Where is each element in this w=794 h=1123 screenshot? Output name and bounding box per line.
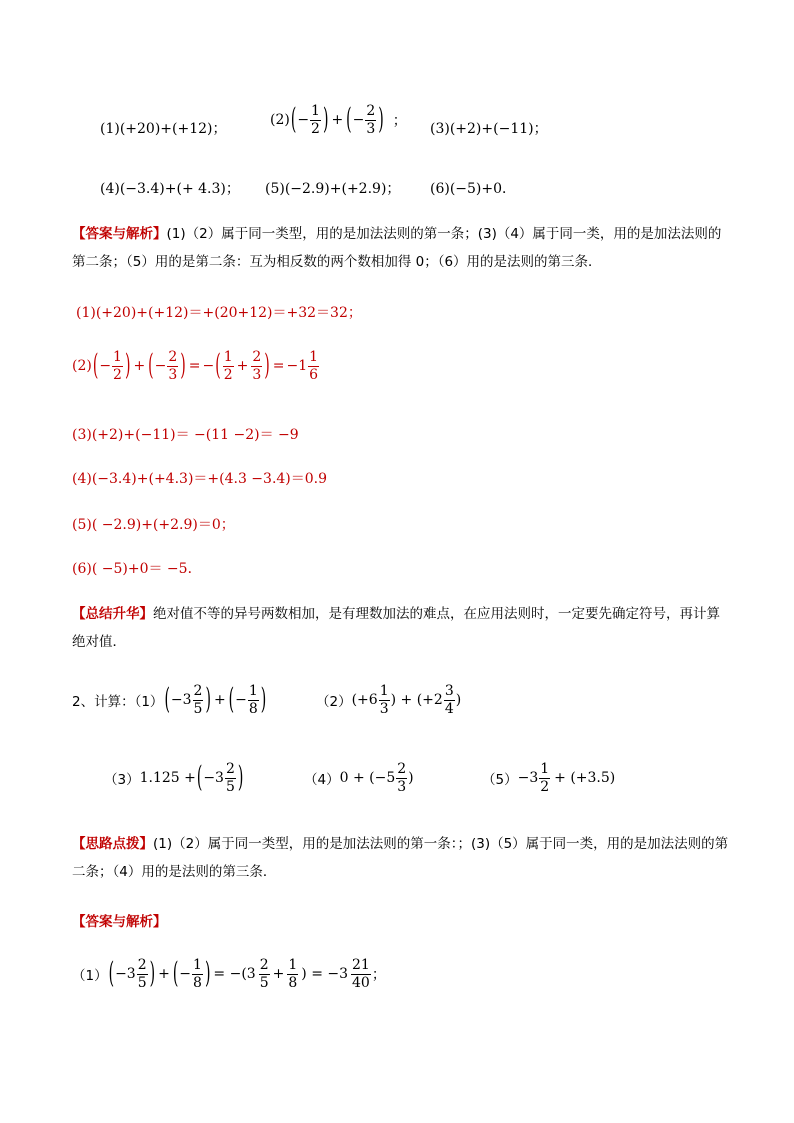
answer-2-tag: 【答案与解析】 [72,914,167,930]
paren-open: ( [92,349,99,383]
item-label: （5） [482,772,518,789]
problem-4: (4)(−3.4)+(+ 4.3)； [100,181,240,197]
paren-close: ) [378,103,384,137]
question-2-item-2 [316,684,461,716]
minus-sign: − [99,358,112,375]
paren-close: ) [124,349,131,383]
fraction: $\frac{2}{3}$ [397,761,407,795]
fraction: $\frac{2}{5}$ [193,683,203,717]
paren-close: ) [204,957,211,991]
plus-sign: + [331,112,344,129]
whole-part: −3 [517,770,539,787]
fraction: $\frac{2}{5}$ [225,761,235,795]
expression-part: 1.125 + [139,770,196,787]
fraction: $\frac{1}{8}$ [248,683,258,717]
answer-line-5: (5)( −2.9)+(+2.9)＝0； [72,517,235,533]
whole-part: −3 [115,966,136,983]
fraction: $\frac{2}{3}$ [252,349,262,383]
fraction: $\frac{1}{6}$ [309,349,319,383]
paren-close: ) [149,957,156,991]
problem-label: (2) [72,358,92,375]
question-2-item-3 [104,762,244,794]
paren-close: ) [455,692,462,709]
paren-open: ( [196,761,203,795]
equals-sign: = [272,358,285,375]
problem-2 [270,104,407,136]
fraction: $\frac{3}{4}$ [444,683,454,717]
item-label: （1） [72,968,108,985]
minus-sign: − [352,112,365,129]
summary-paragraph [72,600,732,656]
problem-5: (5)(−2.9)+(+2.9)； [265,181,401,197]
paren-close: ) [205,683,211,717]
plus-sign: + [236,358,249,375]
answer-line-3: (3)(+2)+(−11)＝ −(11 −2)＝ −9 [72,427,299,443]
expression-part: = −(3 [213,966,256,983]
item-label: （2） [316,694,352,711]
paren-close: ) [237,761,244,795]
answer-line-1: (1)(+20)+(+12)＝+(20+12)＝+32＝32； [76,305,362,321]
question-2-item-5 [482,762,615,794]
answer-line-2 [72,350,320,382]
fraction: $\frac{21}{40}$ [352,957,370,991]
paren-open: ( [290,103,297,137]
paren-close: ) [322,103,329,137]
paren-close: ) [408,770,414,787]
summary-tag: 【总结升华】 [72,606,153,622]
fraction: $\frac{1}{2}$ [540,761,550,795]
plus-sign: + [158,966,170,983]
answer-tag: 【答案与解析】 [72,226,167,242]
problem-3: (3)(+2)+(−11)； [430,121,548,137]
paren-open: ( [108,957,115,991]
minus-sign: − [235,692,247,709]
whole-part: −3 [170,692,192,709]
expression-part: + (+3.5) [554,770,616,787]
question-2-line-1 [72,684,267,716]
paren-open: ( [172,957,179,991]
minus-sign: − [179,966,192,983]
expression-part: 0 + (−5 [339,770,396,787]
problem-6: (6)(−5)+0． [430,181,517,197]
answer-line-4: (4)(−3.4)+(+4.3)＝+(4.3 −3.4)＝0.9 [72,471,328,487]
answer-text: (1)（2）属于同一类型，用的是加法法则的第一条；(3)（4）属于同一类，用的是加法法则的第二条；（5）用的是第二条：互为相反数的两个数相加得 0；（6）用的是法则的第三条． [72,226,722,270]
item-label: （3） [104,772,140,789]
fraction: $\frac{1}{2}$ [311,103,320,137]
paren-close: ) [260,683,267,717]
fraction: $\frac{1}{8}$ [193,957,202,991]
paren-open: ( [215,349,221,383]
minus-sign: − [297,112,310,129]
fraction: $\frac{1}{2}$ [223,349,233,383]
fraction: $\frac{1}{2}$ [113,349,122,383]
paren-close: ) [264,349,270,383]
paren-open: ( [228,683,235,717]
item-label: （4） [304,772,340,789]
paren-open: ( [148,349,154,383]
answer-2-line-1 [72,958,386,990]
paren-open: ( [346,103,352,137]
hint-tag: 【思路点拨】 [72,836,153,852]
paren-open: ( [164,683,170,717]
problem-1: (1)(+20)+(+12)； [100,121,227,137]
fraction: $\frac{2}{5}$ [137,957,147,991]
expression-part: ) = −3 [301,966,349,983]
problem-label: (2) [270,112,290,129]
paren-close: ) [180,349,186,383]
expression-part: (+6 [351,692,378,709]
expression-part: ) + (+2 [390,692,443,709]
fraction: $\frac{2}{5}$ [259,957,269,991]
plus-sign: + [272,966,285,983]
minus-sign: − [202,358,215,375]
fraction: $\frac{1}{3}$ [379,683,389,717]
answer-paragraph [72,220,732,276]
question-2-item-4 [304,762,414,794]
equals-sign: = [188,358,201,375]
summary-text: 绝对值不等的异号两数相加，是有理数加法的难点，在应用法则时，一定要先确定符号，再计算绝对值． [72,606,720,650]
hint-paragraph [72,830,732,886]
plus-sign: + [213,692,226,709]
fraction: $\frac{2}{3}$ [168,349,178,383]
plus-sign: + [133,358,146,375]
semicolon: ； [392,113,407,130]
whole-part: −1 [286,358,308,375]
minus-sign: − [154,358,167,375]
whole-part: −3 [203,770,224,787]
hint-text: (1)（2）属于同一类型，用的是加法法则的第一条：；(3)（5）属于同一类，用的是加法法则的第二条；（4）用的是法则的第三条． [72,836,729,880]
semicolon: ； [371,967,386,984]
answer-line-6: (6)( −5)+0＝ −5． [72,561,202,577]
fraction: $\frac{2}{3}$ [366,103,376,137]
question-intro: 2、计算：（1） [72,694,164,711]
fraction: $\frac{1}{8}$ [288,957,298,991]
